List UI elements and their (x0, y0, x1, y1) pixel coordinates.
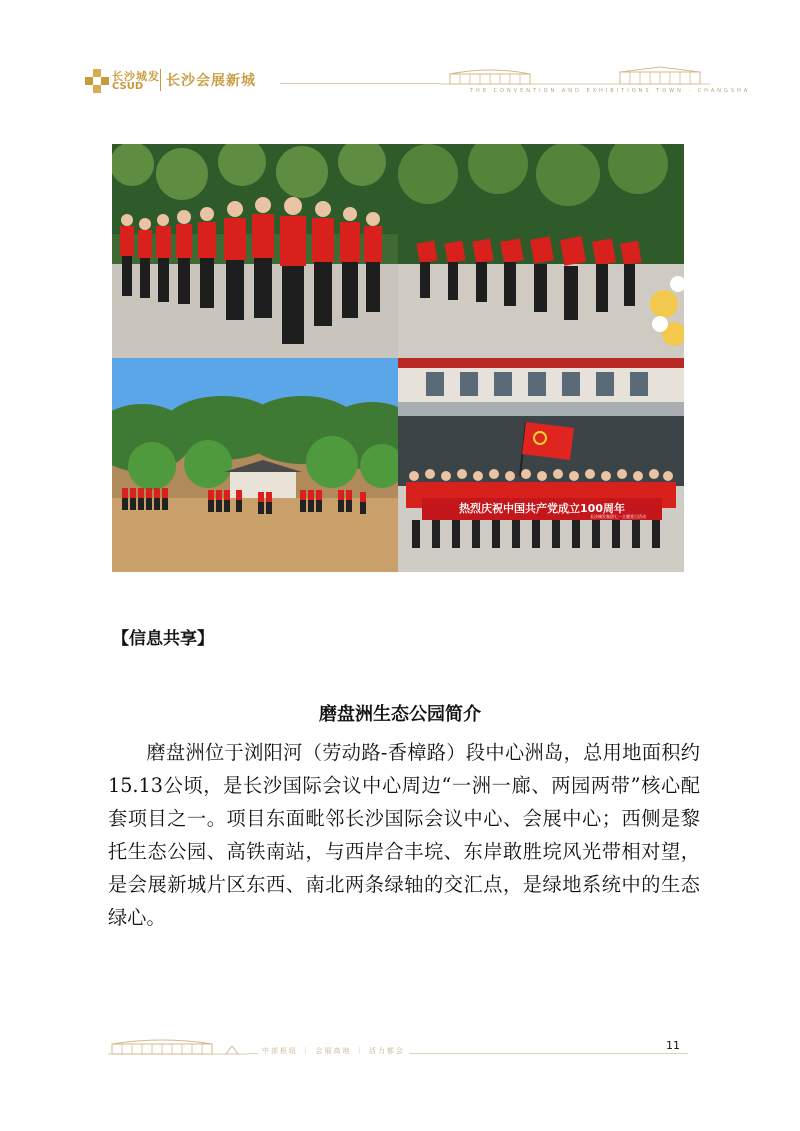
building-skyline-icon (440, 66, 710, 88)
photo-memorial-bow (398, 144, 684, 358)
banner-subtext: 长沙城发集团七一主题党日活动 (590, 514, 646, 519)
footer-building-icon (108, 1038, 248, 1058)
brand-cn: 长沙城发 (112, 70, 160, 83)
banner-text: 热烈庆祝中国共产党成立100周年 (459, 502, 625, 515)
header-rule (280, 83, 440, 84)
footer-slogan: 中部枢纽 ｜ 会展高地 ｜ 活力都会 (258, 1046, 409, 1056)
page-header (0, 0, 800, 110)
page-number: 11 (666, 1039, 680, 1052)
photo-formation-square (112, 358, 398, 572)
brand-en: CSUD (112, 81, 144, 92)
brand-name: 长沙会展新城 (166, 73, 256, 89)
header-tagline: THE CONVENTION AND EXHIBITIONS TOWN · CHANGSHA (470, 88, 751, 94)
brand-divider (160, 69, 161, 91)
photo-oath-ceremony (112, 144, 398, 358)
section-label: 【信息共享】 (112, 629, 214, 649)
csud-logo-icon (84, 68, 110, 94)
article-title: 磨盘洲生态公园简介 (319, 704, 481, 725)
photo-anniversary-group (398, 358, 684, 572)
article-body: 磨盘洲位于浏阳河（劳动路-香樟路）段中心洲岛，总用地面积约15.13公顷，是长沙国际会议中心周边“一洲一廊、两园两带”核心配套项目之一。项目东面毗邻长沙国际会议中心、会展中心；西侧是黎托生态公园、高铁南站，与西岸合丰垸、东岸敢胜垸风光带相对望，是会展新城片区东西、南北两条绿轴的交汇点，是绿地系统中的生态绿心。 (108, 741, 700, 929)
